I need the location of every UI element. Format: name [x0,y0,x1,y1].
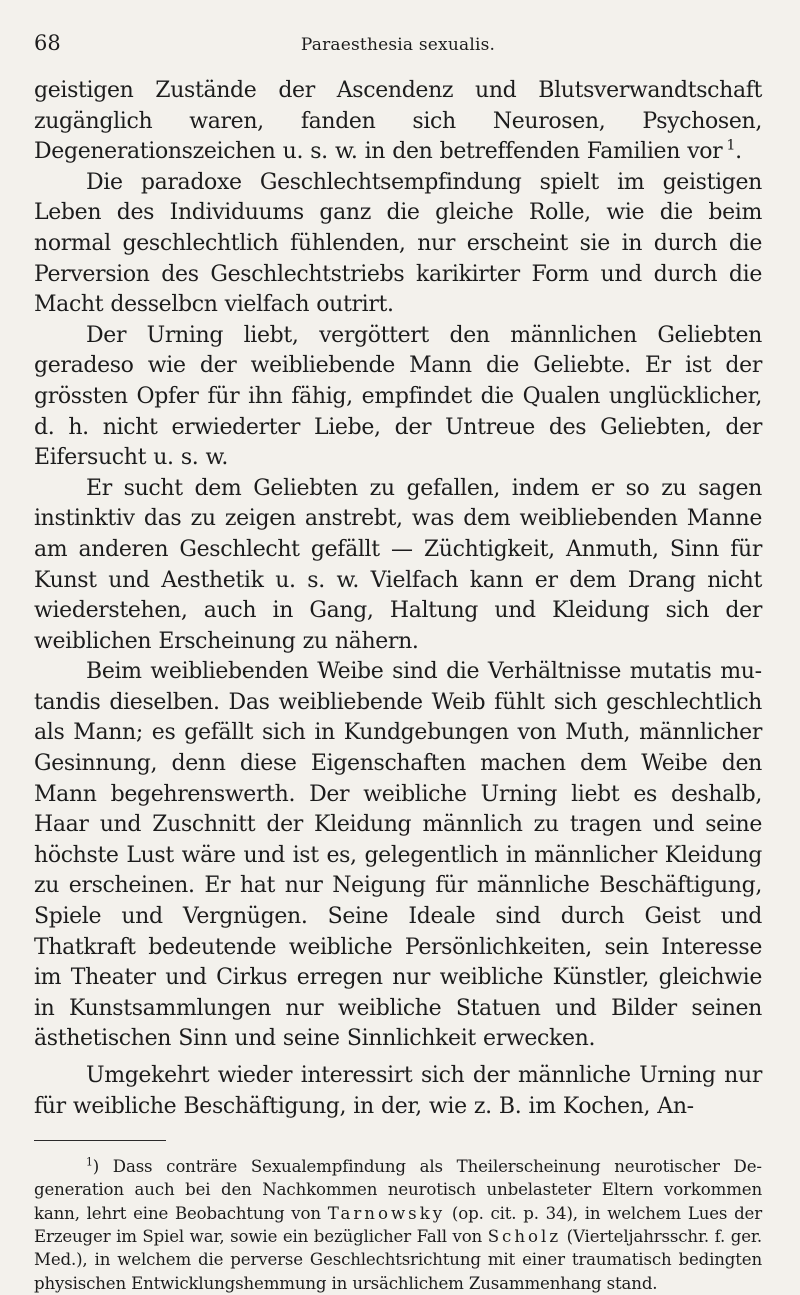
paragraph: Der Urning liebt, vergöttert den männlichen Geliebten geradeso wie der weibliebende Mann die Geliebte. Er ist der grössten Opfer für ihn fähig, empfindet die Qualen unglücklicher, d. h. nicht erwiederter Liebe, der Untreue des Geliebten, der Eifersucht u. s. w. [34,322,762,471]
footnote-text-part: (op. cit. p. 34), in welchem Lues der Erzeuger im Spiel war, sowie ein bezüglicher Fall von [34,1203,762,1247]
footnote-marker: 1 [86,1155,93,1169]
author-name: Tarnowsky [327,1203,446,1223]
paragraph-text: geistigen Zustände der Ascendenz und Blutsverwandtschaft zugänglich waren, fanden sich Neurosen, Psychosen, Degenerationszeichen u. s. w. in den betreffenden Familien vor [34,78,762,165]
footnote-text [34,1155,762,1295]
footnote-text-part: ) Dass conträre Sexualempfindung als Theilerscheinung neurotischer Degeneration auch bei den Nachkommen neurotisch unbelasteter Eltern vorkommen kann, lehrt eine Beobachtung von [34,1157,762,1223]
footnote-reference-suffix: . [735,139,742,165]
footnote-text-part: (Vierteljahrsschr. f. ger. Med.), in welchem die perverse Geschlechtsrichtung mit einer traumatisch bedingten physischen Entwicklungshemmung in ursächlichem Zusammenhang stand. [34,1227,762,1293]
paragraph: Er sucht dem Geliebten zu gefallen, indem er so zu sagen instinktiv das zu zeigen anstrebt, was dem weibliebenden Manne am anderen Geschlecht gefällt — Züchtigkeit, Anmuth, Sinn für Kunst und Aesthetik u. s. w. Vielfach kann er dem Drang nicht wiederstehen, auch in Gang, Haltung und Kleidung sich der weiblichen Erscheinung zu nähern. [34,475,762,654]
page-number: 68 [34,31,61,55]
footnote [34,1155,762,1295]
paragraph-continuation [34,76,762,168]
paragraph: Umgekehrt wieder interessirt sich der männliche Urning nur für weibliche Beschäftigung, in der, wie z. B. im Kochen, An- [34,1063,762,1119]
body-text [34,76,762,1122]
author-name: Scholz [487,1227,562,1247]
footnote-divider [34,1140,166,1141]
running-head: Paraesthesia sexualis. [300,35,496,55]
paragraph: Die paradoxe Geschlechtsempfindung spielt im geistigen Leben des Individuums ganz die gleiche Rolle, wie die beim normal geschlechtlich fühlenden, nur erscheint sie in durch die Perversion des Geschlechtstriebs karikirter Form und durch die Macht desselbcn vielfach outrirt. [34,169,762,318]
footnote-reference: 1 [726,137,736,154]
page-header [34,30,762,66]
paragraph: Beim weibliebenden Weibe sind die Verhältnisse mutatis mutandis dieselben. Das weibliebende Weib fühlt sich geschlechtlich als Mann; es gefällt sich in Kundgebungen von Muth, männlicher Gesinnung, denn diese Eigenschaften machen dem Weibe den Mann begehrenswerth. Der weibliche Urning liebt es deshalb, Haar und Zuschnitt der Kleidung männlich zu tragen und seine höchste Lust wäre und ist es, gelegentlich in männlicher Kleidung zu erscheinen. Er hat nur Neigung für männliche Beschäftigung, Spiele und Vergnügen. Seine Ideale sind durch Geist und Thatkraft bedeutende weibliche Persönlichkeiten, sein Interesse im Theater und Cirkus erregen nur weibliche Künstler, gleichwie in Kunstsammlungen nur weibliche Statuen und Bilder seinen ästhetischen Sinn und seine Sinnlichkeit erwecken. [34,659,762,1052]
